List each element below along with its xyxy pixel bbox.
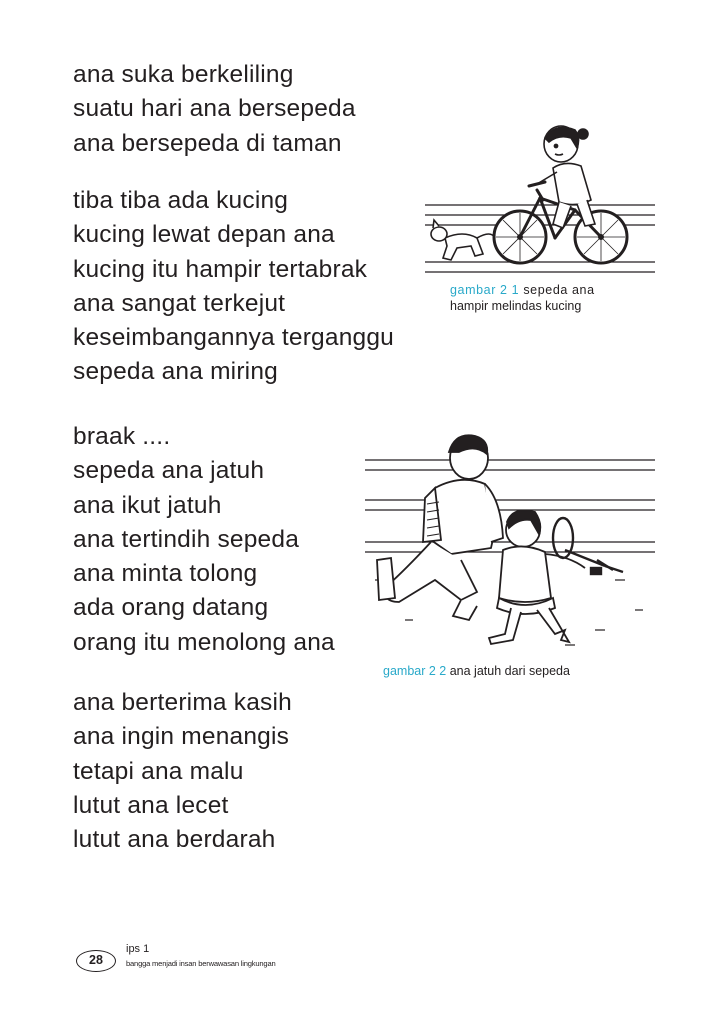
footer-course: ips 1 (126, 943, 150, 955)
bicycle-girl-icon (425, 120, 655, 280)
stanza-4 (73, 686, 292, 857)
figure-1-label: gambar 2 1 (450, 283, 520, 297)
poem-line: ana minta tolong (73, 560, 258, 588)
figure-2-label: gambar 2 2 (383, 664, 447, 678)
poem-line: kucing lewat depan ana (73, 221, 335, 249)
footer-subtitle: bangga menjadi insan berwawasan lingkungan (126, 959, 276, 968)
poem-line: keseimbangannya terganggu (73, 324, 395, 352)
poem-line: orang itu menolong ana (73, 628, 335, 656)
stanza-1 (73, 58, 356, 161)
figure-1-caption (450, 282, 640, 314)
figure-1-caption-line-2: hampir melindas kucing (450, 299, 582, 313)
poem-line: ana tertindih sepeda (73, 525, 300, 553)
figure-2-caption-text: ana jatuh dari sepeda (449, 664, 570, 678)
figure-1-caption-line-1 (450, 282, 640, 298)
figure-fall-illustration (365, 430, 655, 660)
fall-scene-icon (365, 430, 655, 660)
poem-line: lutut ana berdarah (73, 826, 276, 854)
figure-bicycle-cat-illustration (425, 120, 655, 280)
poem-line: ana ingin menangis (73, 723, 290, 751)
poem-line: suatu hari ana bersepeda (73, 95, 356, 123)
poem-line: ana berterima kasih (73, 689, 292, 716)
poem-line: ada orang datang (73, 594, 269, 622)
stanza-2 (73, 184, 394, 390)
poem-line: sepeda ana miring (73, 358, 278, 386)
figure-2-caption (383, 663, 570, 679)
poem-line: braak .... (73, 423, 171, 450)
poem-line: ana suka berkeliling (73, 61, 294, 88)
poem-line: ana sangat terkejut (73, 289, 286, 317)
poem-line: lutut ana lecet (73, 791, 229, 819)
stanza-3 (73, 420, 335, 660)
poem-line: tiba tiba ada kucing (73, 187, 289, 214)
page-footer (76, 936, 336, 976)
poem-line: ana bersepeda di taman (73, 129, 342, 157)
poem-line: ana ikut jatuh (73, 491, 222, 519)
poem-line: tetapi ana malu (73, 757, 244, 785)
figure-1-caption-text: sepeda ana (523, 283, 595, 297)
poem-line: sepeda ana jatuh (73, 457, 265, 485)
poem-line: kucing itu hampir tertabrak (73, 255, 368, 283)
page-number: 28 (76, 950, 116, 972)
